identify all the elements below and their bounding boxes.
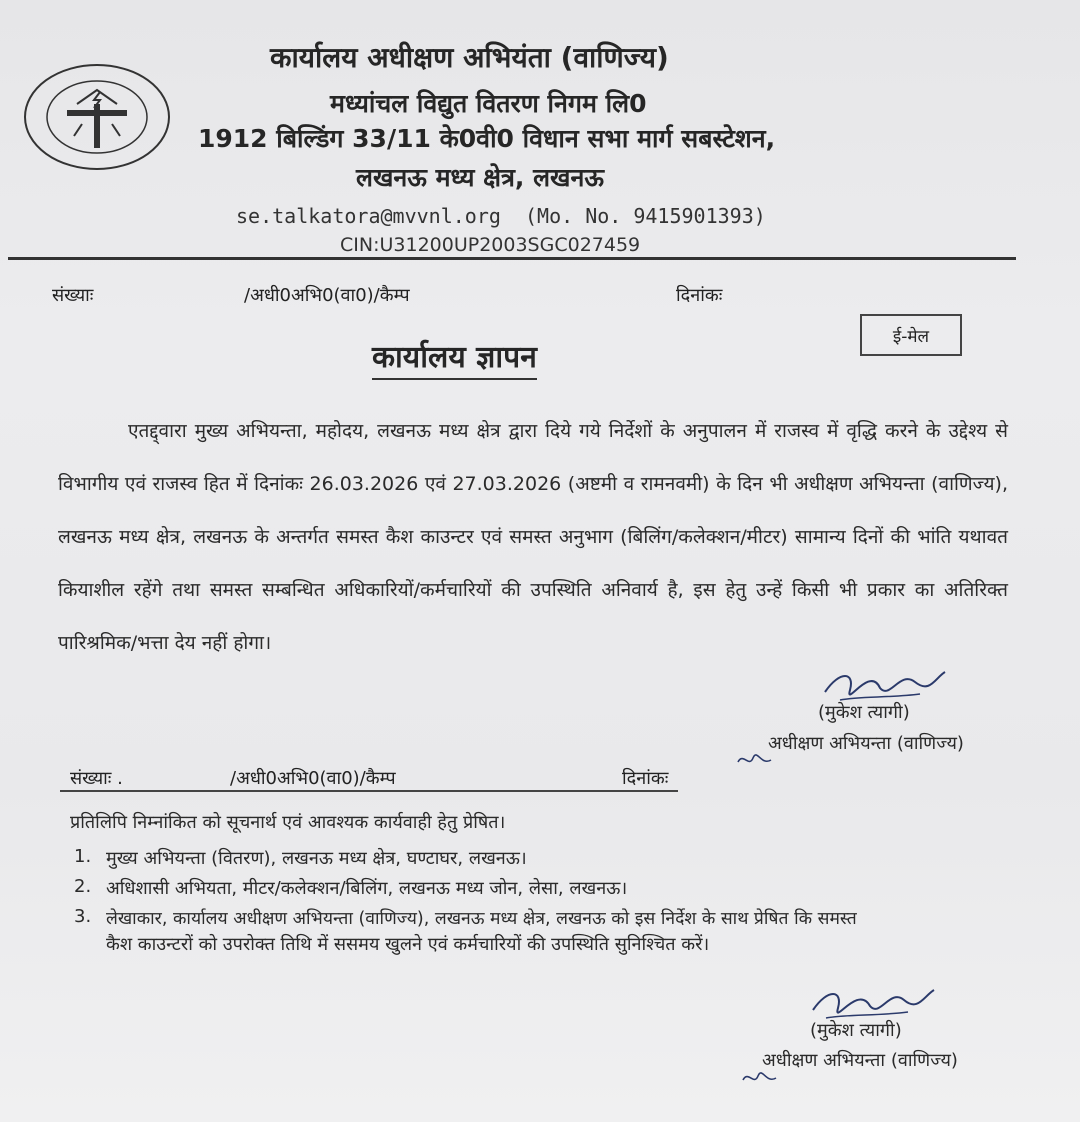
copy-item-2-num: 2. [74, 876, 92, 897]
ref2-number-label: संख्याः . [70, 768, 123, 789]
office-city: लखनऊ मध्य क्षेत्र, लखनऊ [356, 163, 604, 192]
signatory-designation-1: अधीक्षण अभियन्ता (वाणिज्य) [768, 733, 964, 754]
ref2-code: /अधी0अभि0(वा0)/कैम्प [230, 768, 396, 789]
email-stamp [860, 314, 962, 356]
office-name: कार्यालय अधीक्षण अभियंता (वाणिज्य) [270, 41, 669, 74]
copy-intro: प्रतिलिपि निम्नांकित को सूचनार्थ एवं आवश्यक कार्यवाही हेतु प्रेषित। [70, 812, 506, 833]
ref-code: /अधी0अभि0(वा0)/कैम्प [244, 285, 410, 306]
contact-email-phone: se.talkatora@mvvnl.org (Mo. No. 9415901393) [236, 204, 766, 228]
copy-item-3-num: 3. [74, 906, 92, 927]
signatory-name-2: (मुकेश त्यागी) [810, 1020, 902, 1041]
copy-item-2: अधिशासी अभियता, मीटर/कलेक्शन/बिलिंग, लखनऊ मध्य जोन, लेसा, लखनऊ। [106, 878, 628, 899]
signatory-designation-2: अधीक्षण अभियन्ता (वाणिज्य) [762, 1050, 958, 1071]
memo-body: एतद्द्वारा मुख्य अभियन्ता, महोदय, लखनऊ मध्य क्षेत्र द्वारा दिये गये निर्देशों के अनुपालन में राजस्व में वृद्धि करने के उद्देश्य से विभागीय एवं राजस्व हित में दिनांकः 26.03.2026 एवं 27.03.2026 (अष्टमी व रामनवमी) के दिन भी अधीक्षण अभियन्ता (वाणिज्य), लखनऊ मध्य क्षेत्र, लखनऊ के अन्तर्गत समस्त कैश काउन्टर एवं समस्त अनुभाग (बिलिंग/कलेक्शन/मीटर) सामान्य दिनों की भांति यथावत कियाशील रहेंगे तथा समस्त सम्बन्धित अधिकारियों/कर्मचारियों की उपस्थिति अनिवार्य है, इस हेतु उन्हें किसी भी प्रकार का अतिरिक्त पारिश्रमिक/भत्ता देय नहीं होगा। [58, 420, 1008, 654]
copy-item-1-num: 1. [74, 846, 92, 867]
ref2-date-label: दिनांकः [622, 768, 669, 789]
ref2-underline [60, 790, 678, 792]
signatory-name-1: (मुकेश त्यागी) [818, 702, 910, 723]
ref-date-label: दिनांकः [676, 285, 723, 306]
memo-title: कार्यालय ज्ञापन [372, 335, 537, 380]
initials-mark-1 [735, 748, 775, 772]
company-seal-logo [22, 62, 172, 172]
initials-mark-2 [740, 1066, 780, 1090]
copy-item-1: मुख्य अभियन्ता (वितरण), लखनऊ मध्य क्षेत्र, घण्टाघर, लखनऊ। [106, 848, 527, 869]
office-address: 1912 बिल्डिंग 33/11 के0वी0 विधान सभा मार्ग सबस्टेशन, [198, 124, 776, 153]
copy-item-3: लेखाकार, कार्यालय अधीक्षण अभियन्ता (वाणिज्य), लखनऊ मध्य क्षेत्र, लखनऊ को इस निर्देश के साथ प्रेषित कि समस्त [106, 909, 857, 929]
company-name: मध्यांचल विद्युत वितरण निगम लि0 [330, 89, 647, 118]
email-stamp-text: ई-मेल [892, 326, 930, 347]
ref-number-label: संख्याः [52, 285, 94, 306]
header-divider [8, 257, 1016, 260]
copy-item-3-continued: कैश काउन्टरों को उपरोक्त तिथि में ससमय खुलने एवं कर्मचारियों की उपस्थिति सुनिश्चित करें। [106, 934, 710, 955]
cin-number: CIN:U31200UP2003SGC027459 [340, 234, 641, 256]
